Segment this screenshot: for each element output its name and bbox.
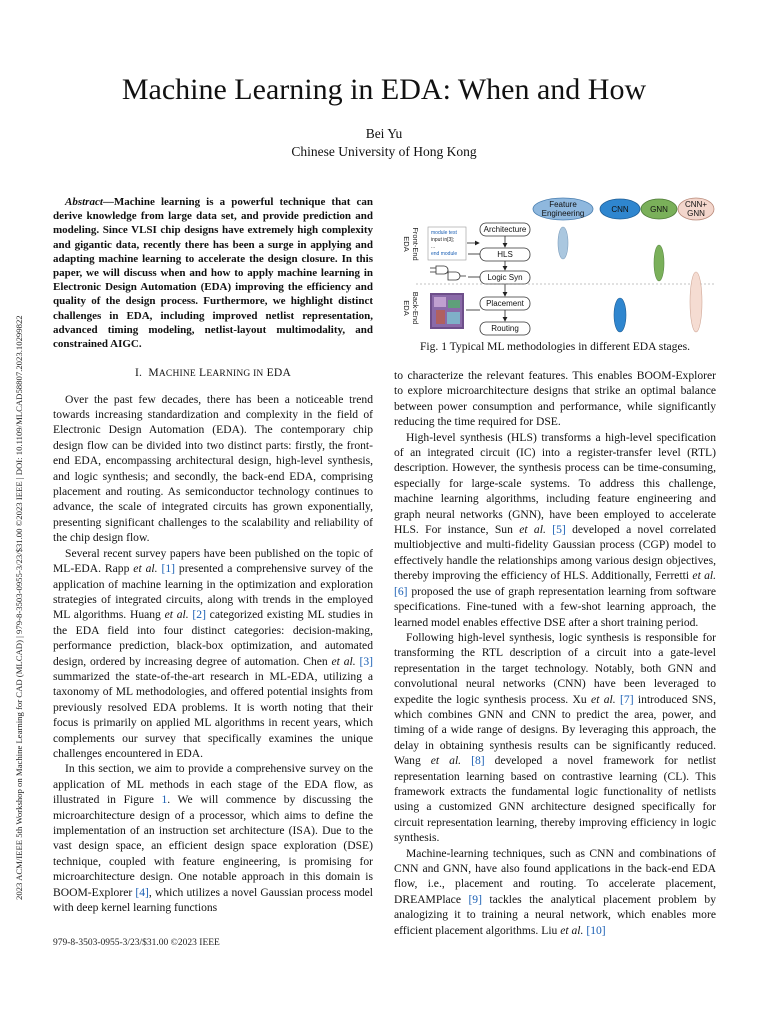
author-affiliation: Chinese University of Hong Kong xyxy=(291,144,477,159)
left-column xyxy=(53,195,373,915)
side-identifier xyxy=(10,160,30,900)
code-line: end module xyxy=(431,251,458,257)
abstract xyxy=(53,195,373,351)
section-heading-word-2-rest: EARNING IN xyxy=(206,369,264,380)
code-line: input in[3]; xyxy=(431,237,455,243)
stage-logic-syn-label: Logic Syn xyxy=(487,273,523,282)
paragraph: Over the past few decades, there has been a noticeable trend towards increasing standardization and complexity in the field of Electronic Design Automation (EDA). The contemporary chip design flow can be divided into two distinct parts: firstly, the front-end EDA, encompassing architectural design, high-level synthesis, and logic synthesis; and secondly, the back-end EDA, comprising placement and routing. As semiconductor technology continues to advance, the scale of integrated circuits has grown exponentially, presenting significant challenges to the scalability and reliability of the chip design flow. xyxy=(53,392,373,545)
paragraph: In this section, we aim to provide a comprehensive survey on the application of ML methods in each stage of the EDA flow, as illustrated in Figure 1. We will commence by discussing the microarchitecture design of a processor, which aims to define the implementation of an instruction set architecture (ISA). Due to the vast design space, an efficient design space exploration (DSE) technique, coupled with feature engineering, is promising for microarchitecture design. One notable approach in this domain is BOOM-Explorer [4], which utilizes a novel Gaussian process model with deep kernel learning functions xyxy=(53,762,373,915)
paragraph: to characterize the relevant features. This enables BOOM-Explorer to explore microarchitecture designs that strike an optimal balance between power consumption and performance, while significantly reducing the time required for DSE. xyxy=(394,369,716,429)
paragraph: High-level synthesis (HLS) transforms a high-level specification of an integrated circuit (IC) into a register-transfer level (RTL) description. However, the synthesis process can be time-consuming, especially for large-scale systems. To address this challenge, machine learning algorithms, including feature engineering and graph neural networks (GNN), have been employed to accelerate HLS. For instance, Sun et al. [5] developed a novel correlated multiobjective and multi-fidelity Gaussian process (CGP) model to effectively handle the relationships among various design objectives, thereby improving the efficiency of HLS. Additionally, Ferretti et al. [6] proposed the use of graph representation learning from software specifications. Fine-tuned with a few-shot learning approach, the learned model enables effective DSE after a short training period. xyxy=(394,430,716,629)
back-end-label xyxy=(402,292,420,325)
citation-link[interactable]: [2] xyxy=(192,608,206,622)
paragraph: Following high-level synthesis, logic synthesis is responsible for transforming the RTL description of a circuit into a gate-level representation in the target technology. Notably, both GNN and convolutional neural networks (CNN) have been leveraged to expedite the logic synthesis process. Xu et al. [7] introduced SNS, which combines GNN and CNN to predict the area, power, and timing of a wide range of designs. By leveraging this approach, the delay in obtaining synthesis results can be significantly reduced. Wang et al. [8] developed a novel framework for netlist representation learning based on contrastive learning (CL). This framework extracts the fundamental logic functionality of netlists using a customized GNN architecture designed specifically for circuit representation learning, thereby improving efficiency in logic synthesis. xyxy=(394,630,717,845)
cnn-oval xyxy=(614,298,626,332)
section-heading-word-3: EDA xyxy=(266,366,292,380)
legend-feature-engineering-label-1: Feature xyxy=(549,200,577,209)
figure-1-diagram xyxy=(394,196,716,341)
citation-link[interactable]: [8] xyxy=(471,754,485,768)
cnn-gnn-oval xyxy=(690,272,702,332)
figure-1 xyxy=(394,196,716,341)
stage-placement-label: Placement xyxy=(486,299,524,308)
citation-link[interactable]: [7] xyxy=(620,692,634,706)
figure-caption: Fig. 1 Typical ML methodologies in different EDA stages. xyxy=(419,340,691,353)
stage-architecture-label: Architecture xyxy=(483,225,527,234)
footer-isbn: 979-8-3503-0955-3/23/$31.00 ©2023 IEEE xyxy=(53,938,220,948)
section-number: I. xyxy=(134,366,143,380)
paper-title: Machine Learning in EDA: When and How xyxy=(121,73,647,106)
legend-cnn-gnn-label-1: CNN+ xyxy=(684,200,708,209)
section-heading-word-1-first: M xyxy=(148,366,159,380)
svg-text:Front-End: Front-End xyxy=(411,227,420,261)
citation-link[interactable]: [9] xyxy=(468,892,482,906)
abstract-label: Abstract xyxy=(65,196,103,208)
svg-text:Back-End: Back-End xyxy=(411,291,420,325)
code-line: module test xyxy=(431,230,457,236)
citation-link[interactable]: [4] xyxy=(135,885,149,899)
legend-cnn-gnn-label-2: GNN xyxy=(687,209,705,218)
svg-text:EDA: EDA xyxy=(402,236,411,252)
paragraph: Several recent survey papers have been published on the topic of ML-EDA. Rapp et al. [1] presented a comprehensive survey of the application of machine learning in the optimization and exploration strategies of integrated circuits, along with trends in the employed ML algorithms. Huang et al. [2] categorized existing ML studies in the EDA field into four distinct categories: decision-making, performance prediction, black-box optimization, and automated design, ordered by increasing degree of automation. Chen et al. [3] summarized the state-of-the-art research in ML-EDA, utilizing a taxonomy of ML methodologies, and offered potential insights from previously resolved EDA problems. It is worth noting that their focus is primarily on applied ML algorithms in recent years, which complements our survey that specifically examines the unique challenges encountered in EDA. xyxy=(53,546,374,760)
paragraph: Machine-learning techniques, such as CNN and combinations of CNN and GNN, have also found applications in the back-end EDA flow, i.e., placement and routing. To accelerate placement, DREAMPlace [9] tackles the analytical placement problem by analogizing it to training a neural network, which enables more efficient placement algorithms. Liu et al. [10] xyxy=(394,846,716,937)
citation-link[interactable]: [5] xyxy=(552,523,566,537)
section-heading-word-1-rest: ACHINE xyxy=(158,369,196,380)
gnn-oval xyxy=(654,245,664,281)
figure-link[interactable]: 1 xyxy=(161,793,168,807)
svg-text:EDA: EDA xyxy=(402,300,411,316)
code-line: ... xyxy=(431,244,436,250)
citation-link[interactable]: [1] xyxy=(161,562,175,576)
legend-cnn-label: CNN xyxy=(611,205,629,214)
legend-gnn-label: GNN xyxy=(650,205,668,214)
citation-link[interactable]: [6] xyxy=(394,584,408,598)
author-name: Bei Yu xyxy=(365,126,403,141)
section-heading xyxy=(53,365,373,382)
legend-feature-engineering-label-2: Engineering xyxy=(541,209,585,218)
citation-link[interactable]: [3] xyxy=(359,654,373,668)
section-heading-word-2-first: L xyxy=(199,366,207,380)
right-column xyxy=(394,368,716,938)
side-identifier-text: 2023 ACM/IEEE 5th Workshop on Machine Learning for CAD (MLCAD) | 979-8-3503-0955-3/23/$31.00 ©2023 IEEE | DOI: 10.1109/MLCAD58807.2023.10299822 xyxy=(14,315,24,900)
front-end-label xyxy=(402,227,420,260)
abstract-text: —Machine learning is a powerful technique that can derive knowledge from large data set, and provide prediction and modeling. Since VLSI chip designs have extremely high complexity and gigantic data, recently there has been a surge in applying and adapting machine learning to accelerate the design closure. In this paper, we will discuss when and how to apply machine learning in Electronic Design Automation (EDA) improving the efficiency and quality of the design process. Furthermore, we highlight distinct challenges in EDA, including improved netlist representation, advanced timing modeling, netlist-layout multimodality, and constrained AIGC. xyxy=(53,196,373,351)
layout-image xyxy=(430,293,464,329)
stage-routing-label: Routing xyxy=(491,324,519,333)
logic-gates-icon xyxy=(430,266,466,280)
citation-link[interactable]: [10] xyxy=(586,923,606,937)
feature-engineering-oval xyxy=(558,227,568,259)
stage-hls-label: HLS xyxy=(497,250,513,259)
